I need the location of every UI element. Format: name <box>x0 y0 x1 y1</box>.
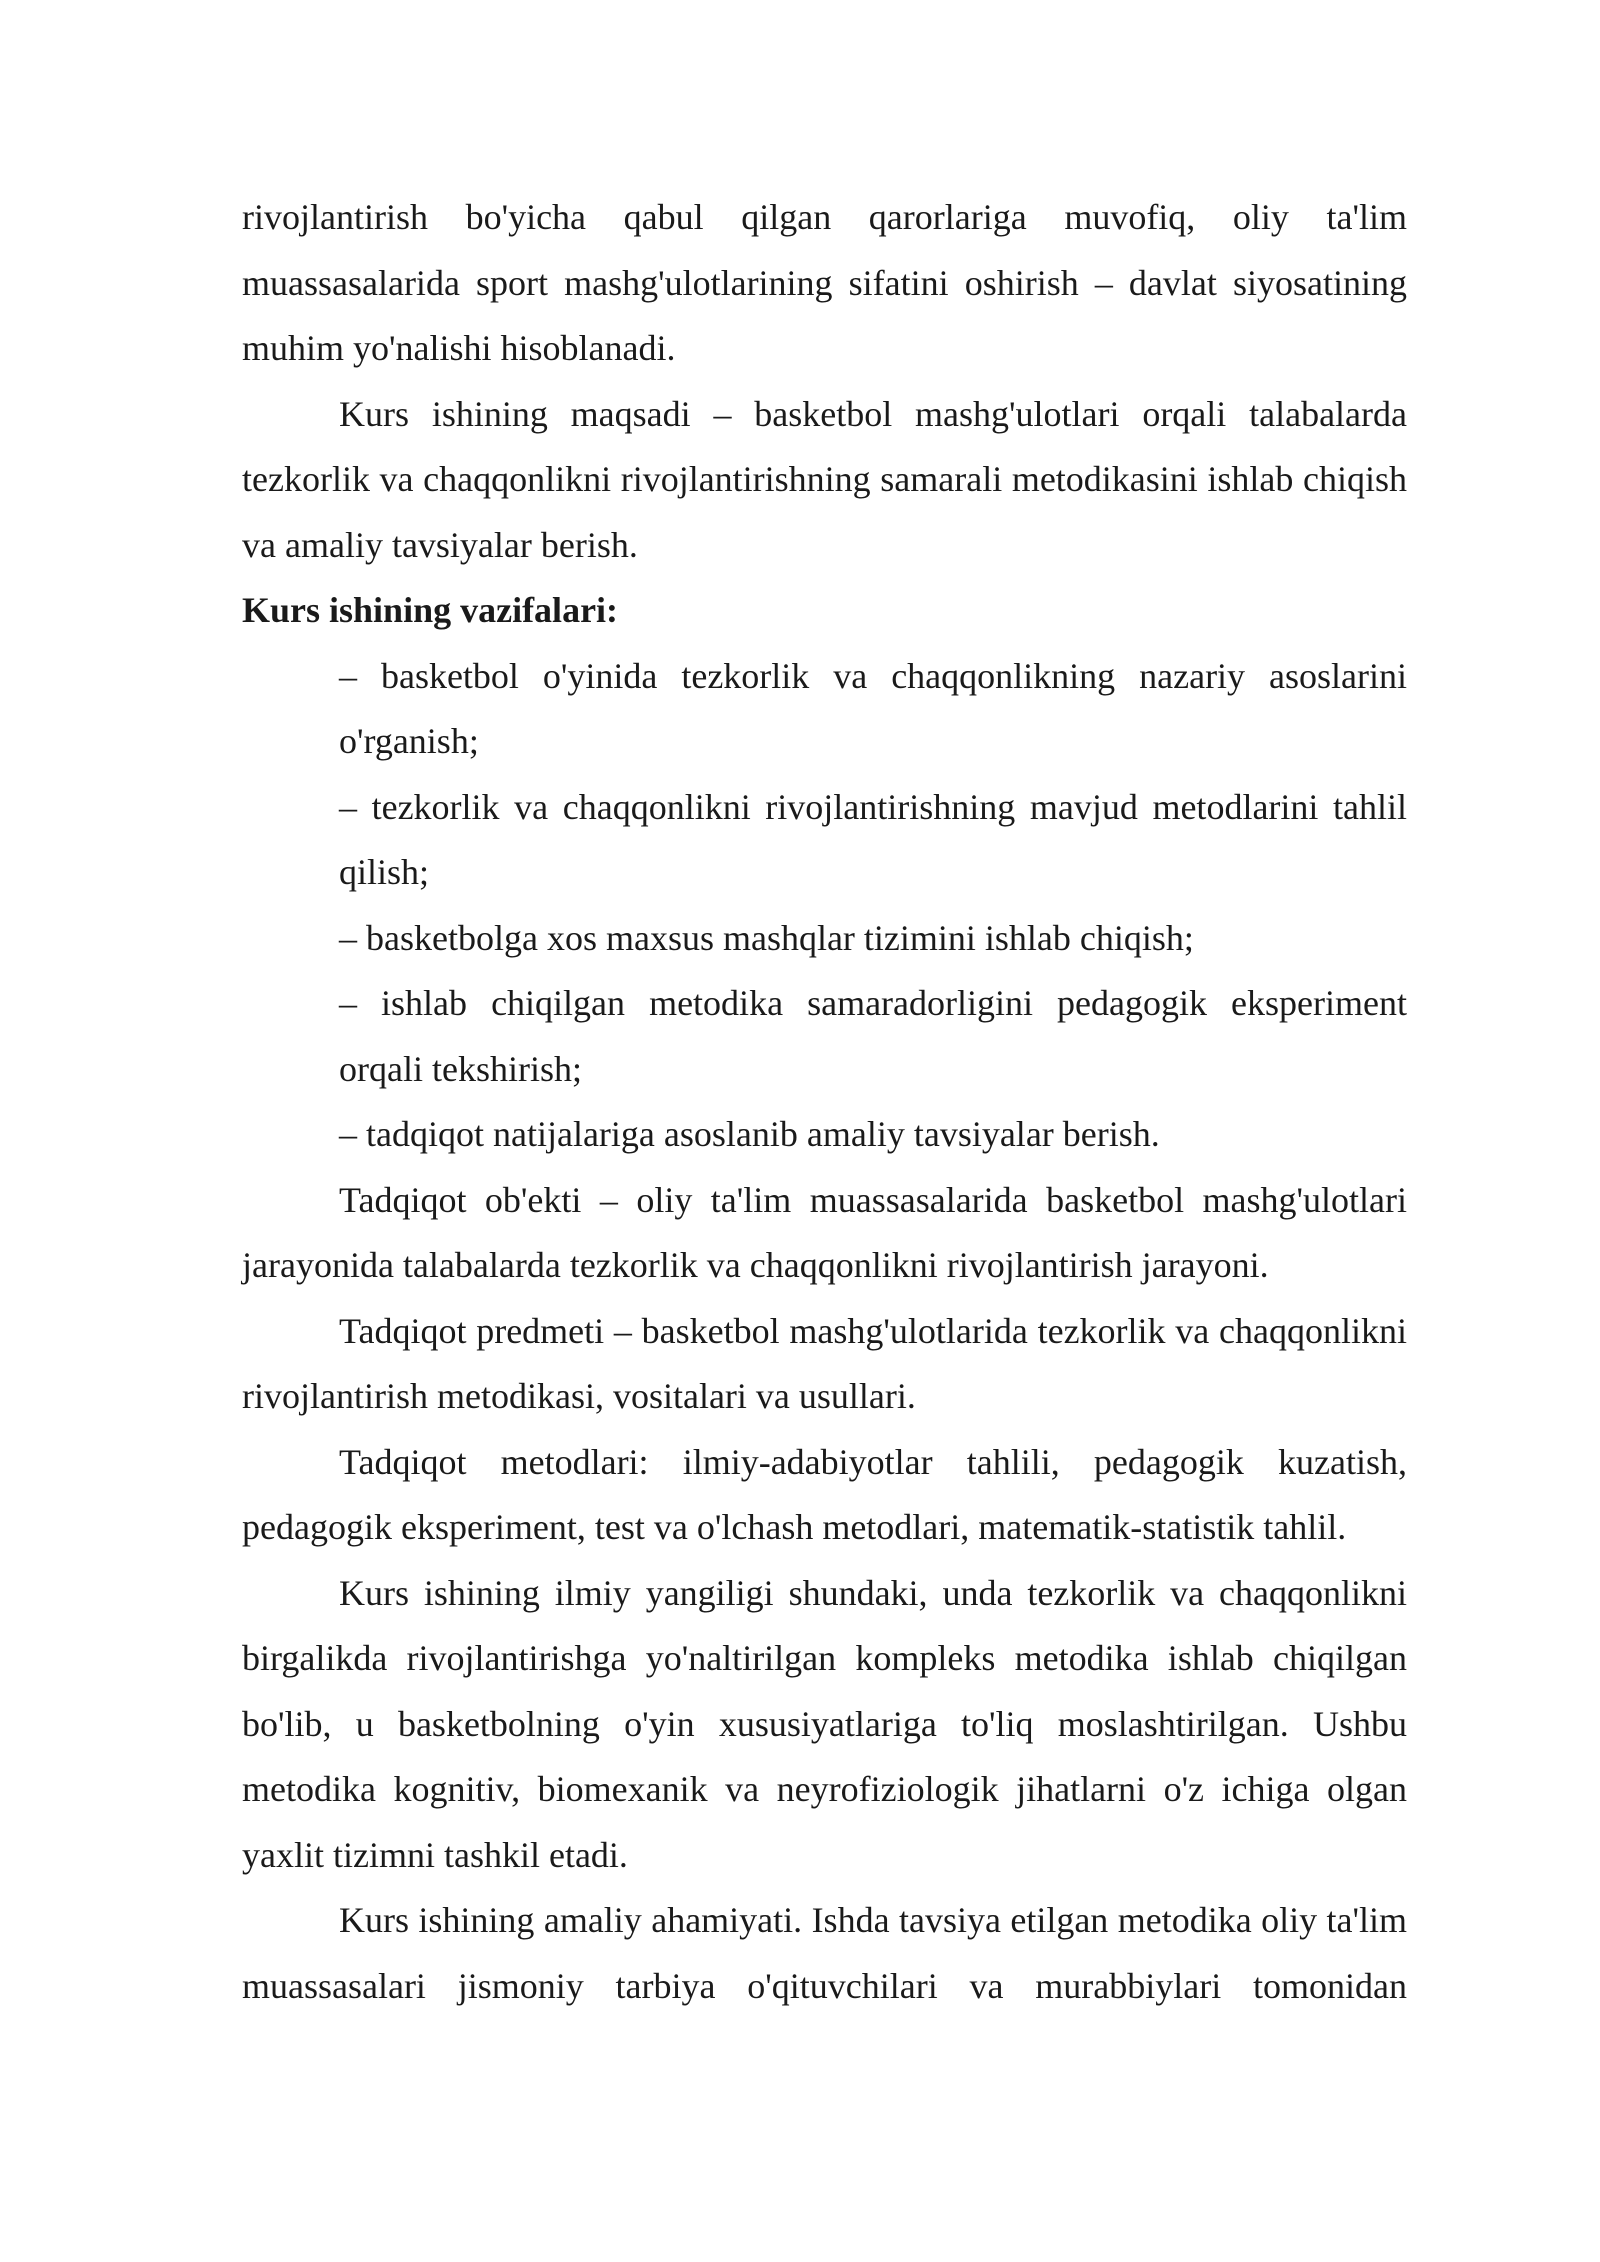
paragraph-object: Tadqiqot ob'ekti – oliy ta'lim muassasalarida basketbol mashg'ulotlari jarayonida talabalarda tezkorlik va chaqqonlikni rivojlantirish jarayoni. <box>242 1179 1407 1285</box>
paragraph-novelty: Kurs ishining ilmiy yangiligi shundaki, unda tezkorlik va chaqqonlikni birgalikda rivojlantirishga yo'naltirilgan kompleks metodika ishlab chiqilgan bo'lib, u basketbolning o'yin xususiyatlariga to'liq moslashtirilgan. Ushbu metodika kognitiv, biomexanik va neyrofiziologik jihatlarni o'z ichiga olgan yaxlit tizimni tashkil etadi. <box>242 1572 1407 1875</box>
task-item: – tezkorlik va chaqqonlikni rivojlantirishning mavjud metodlarini tahlil qilish; <box>339 786 1407 892</box>
task-item: – ishlab chiqilgan metodika samaradorligini pedagogik eksperiment orqali tekshirish; <box>339 983 1407 1089</box>
document-body <box>242 185 1407 2019</box>
paragraph-continuation: rivojlantirish bo'yicha qabul qilgan qarorlariga muvofiq, oliy ta'lim muassasalarida sport mashg'ulotlarining sifatini oshirish – davlat siyosatining muhim yo'nalishi hisoblanadi. <box>242 197 1407 368</box>
tasks-heading: Kurs ishining vazifalari: <box>242 590 619 630</box>
task-item: – tadqiqot natijalariga asoslanib amaliy tavsiyalar berish. <box>339 1114 1160 1154</box>
paragraph-goal: Kurs ishining maqsadi – basketbol mashg'ulotlari orqali talabalarda tezkorlik va chaqqonlikni rivojlantirishning samarali metodikasini ishlab chiqish va amaliy tavsiyalar berish. <box>242 393 1407 565</box>
paragraph-practical: Kurs ishining amaliy ahamiyati. Ishda tavsiya etilgan metodika oliy ta'lim muassasalari jismoniy tarbiya o'qituvchilari va murabbiylari tomonidan <box>242 1900 1407 2006</box>
task-item: – basketbol o'yinida tezkorlik va chaqqonlikning nazariy asoslarini o'rganish; <box>339 655 1407 761</box>
paragraph-methods: Tadqiqot metodlari: ilmiy-adabiyotlar tahlili, pedagogik kuzatish, pedagogik eksperiment, test va o'lchash metodlari, matematik-statistik tahlil. <box>242 1441 1407 1547</box>
paragraph-subject: Tadqiqot predmeti – basketbol mashg'ulotlarida tezkorlik va chaqqonlikni rivojlantirish metodikasi, vositalari va usullari. <box>242 1310 1407 1416</box>
task-item: – basketbolga xos maxsus mashqlar tizimini ishlab chiqish; <box>339 917 1194 958</box>
